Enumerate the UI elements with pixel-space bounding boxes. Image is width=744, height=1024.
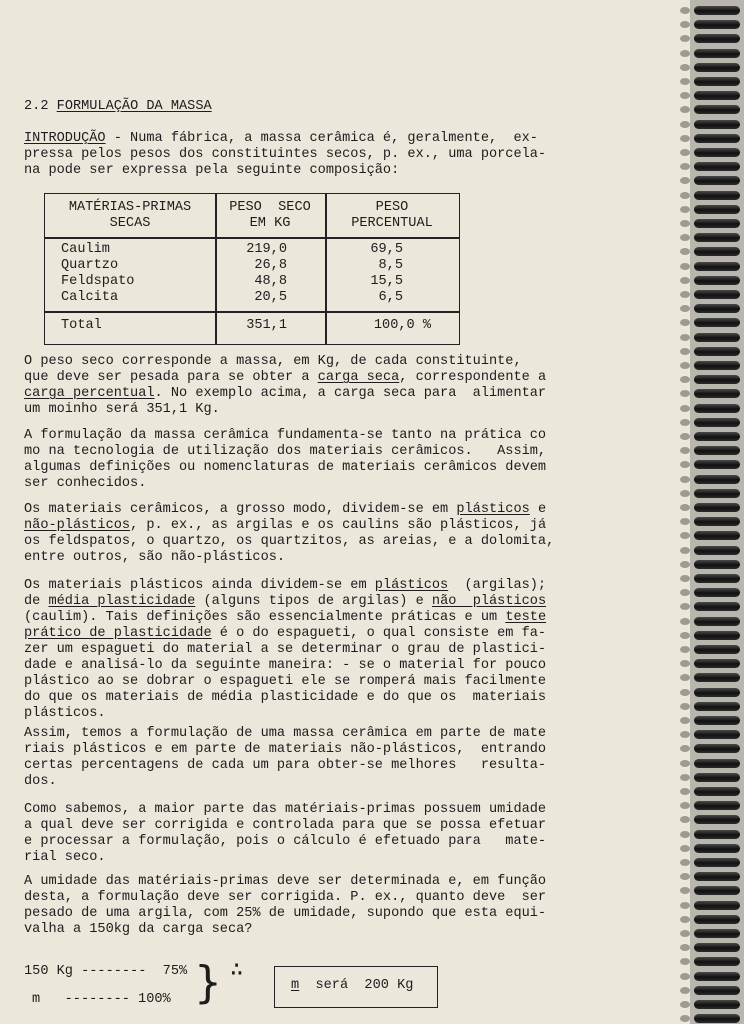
table-divider [45,237,459,239]
spiral-ring [694,333,740,342]
paragraph-dry-weight: O peso seco corresponde a massa, em Kg, de cada constituinte, que deve ser pesada para se obter a carga seca, correspondente a carga percentual. No exemplo acima, a carga seca para alimentar um moinho será 351,1 Kg. [24,354,547,417]
section-number: 2.2 [24,99,49,114]
spiral-ring [694,375,740,384]
paragraph-ceramic-materials: Os materiais cerâmicos, a grosso modo, dividem-se em plásticos e não-plásticos, p. ex., as argilas e os caulins são plásticos, já os feldspatos, o quartzo, os quartzitos, as areias, e a dolomita, entre outros, são não-plásticos. [24,502,555,565]
punch-hole [680,987,690,994]
punch-hole [680,334,690,341]
spiral-ring [694,49,740,58]
spiral-ring [694,588,740,597]
spiral-ring [694,901,740,910]
spiral-ring [694,262,740,271]
table-cell-material: Caulim [61,242,110,257]
punch-hole [680,1001,690,1008]
punch-hole [680,717,690,724]
table-cell-percent: 8,5 [378,258,403,273]
punch-hole [680,689,690,696]
punch-hole [680,788,690,795]
intro-line: pressa pelos pesos dos constituintes secos, p. ex., uma porcela- [24,147,547,162]
spiral-ring [694,546,740,555]
punch-hole [680,121,690,128]
spiral-ring [694,389,740,398]
spiral-ring [694,475,740,484]
punch-hole [680,859,690,866]
paragraph-plasticity: Os materiais plásticos ainda dividem-se em plásticos (argilas); de média plasticidade (alguns tipos de argilas) e não plásticos (caulim). Tais definições são essencialmente práticas e um teste prático de plasticidade é o do espagueti, o qual consiste em fa- zer um espagueti do material a se determinar o grau de plastici- dade e analisá-lo da seguinte maneira: - se o material for pouco plástico ao se dobrar o espagueti ele se romperá mais facilmente do que os materiais de média plasticidade e do que os materiais plásticos. [24,578,547,721]
spiral-ring [694,560,740,569]
punch-hole [680,433,690,440]
spiral-ring [694,304,740,313]
calc-row-2: m -------- 100% [32,992,171,1007]
punch-hole [680,490,690,497]
table-header-percent: PESO PERCENTUAL [351,200,433,231]
spiral-ring [694,63,740,72]
table-cell-kg: 219,0 [246,242,287,257]
spiral-ring [694,233,740,242]
paragraph-formulation: A formulação da massa cerâmica fundamenta-se tanto na prática co mo na tecnologia de utilização dos materiais cerâmicos. Assim, algumas definições ou nomenclaturas de materiais cerâmicos devem ser conhecidos. [24,428,547,491]
punch-hole [680,277,690,284]
spiral-ring [694,6,740,15]
punch-hole [680,419,690,426]
punch-hole [680,476,690,483]
spiral-ring [694,574,740,583]
spiral-ring [694,844,740,853]
spiral-ring [694,617,740,626]
punch-hole [680,973,690,980]
spiral-ring [694,815,740,824]
spiral-ring [694,972,740,981]
punch-hole [680,561,690,568]
spiral-ring [694,716,740,725]
spiral-ring [694,858,740,867]
table-header-kg: PESO SECO EM KG [229,200,311,231]
result-text: m será 200 Kg [291,978,414,993]
paragraph-moisture: Como sabemos, a maior parte das matériais-primas possuem umidade a qual deve ser corrigida e controlada para que se possa efetuar e processar a formulação, pois o cálculo é efetuado para mate- rial seco. [24,802,547,865]
punch-hole [680,348,690,355]
spiral-ring [694,943,740,952]
punch-hole [680,547,690,554]
spiral-ring [694,318,740,327]
spiral-ring [694,162,740,171]
spiral-ring [694,105,740,114]
table-cell-percent: 69,5 [370,242,403,257]
brace-symbol: } [194,957,222,1008]
punch-hole [680,845,690,852]
table-cell-kg: 26,8 [254,258,287,273]
spiral-ring [694,205,740,214]
spiral-ring [694,503,740,512]
paragraph-mass-formulation: Assim, temos a formulação de uma massa cerâmica em parte de mate riais plásticos e em parte de materiais não-plásticos, entrando certas percentagens de cada um para obter-se melhores resulta- dos. [24,726,547,789]
punch-hole [680,291,690,298]
paragraph-moisture-example: A umidade das matériais-primas deve ser determinada e, em função desta, a formulação deve ser corrigida. P. ex., quanto deve ser pesado de uma argila, com 25% de umidade, supondo que esta equi- valha a 150kg da carga seca? [24,874,547,937]
punch-hole [680,760,690,767]
spiral-ring [694,986,740,995]
intro-line: - Numa fábrica, a massa cerâmica é, geralmente, ex- [105,131,538,146]
spiral-ring [694,602,740,611]
punch-hole [680,192,690,199]
spiral-ring [694,20,740,29]
table-total-percent: 100,0 % [373,318,431,333]
table-cell-kg: 48,8 [254,274,287,289]
spiral-ring [694,134,740,143]
spiral-ring [694,872,740,881]
table-total-label: Total [61,318,102,333]
punch-hole [680,263,690,270]
spiral-ring [694,730,740,739]
section-title: FORMULAÇÃO DA MASSA [56,99,212,114]
table-cell-percent: 15,5 [370,274,403,289]
spiral-ring [694,77,740,86]
punch-hole [680,930,690,937]
table-cell-material: Feldspato [61,274,135,289]
punch-hole [680,149,690,156]
spiral-ring [694,830,740,839]
punch-hole [680,64,690,71]
intro-paragraph [24,131,546,179]
spiral-ring [694,1014,740,1023]
spiral-ring [694,34,740,43]
spiral-ring [694,290,740,299]
punch-hole [680,7,690,14]
table-cell-kg: 20,5 [254,290,287,305]
section-heading [24,99,212,115]
punch-hole [680,703,690,710]
spiral-ring [694,1000,740,1009]
composition-table [44,193,460,345]
spiral-ring [694,247,740,256]
spiral-ring [694,446,740,455]
table-cell-material: Quartzo [61,258,119,273]
spiral-ring [694,702,740,711]
spiral-ring [694,744,740,753]
spiral-ring [694,787,740,796]
calc-row-1: 150 Kg -------- 75% [24,964,188,979]
spiral-ring [694,631,740,640]
spiral-ring [694,886,740,895]
punch-hole [680,50,690,57]
punch-hole [680,405,690,412]
table-total-kg: 351,1 [246,318,287,333]
punch-hole [680,902,690,909]
table-divider [45,311,459,313]
punch-hole [680,575,690,582]
punch-hole [680,220,690,227]
punch-hole [680,831,690,838]
spiral-ring [694,489,740,498]
spiral-ring [694,404,740,413]
bleed-through-text [100,40,584,55]
table-header-material: MATÉRIAS-PRIMAS SECAS [68,200,192,231]
spiral-ring [694,460,740,469]
spiral-ring [694,361,740,370]
punch-hole [680,206,690,213]
punch-hole [680,618,690,625]
spiral-ring [694,915,740,924]
spiral-ring [694,148,740,157]
spiral-ring [694,531,740,540]
result-box [274,966,438,1008]
punch-hole [680,362,690,369]
punch-hole [680,78,690,85]
spiral-ring [694,957,740,966]
spiral-ring [694,517,740,526]
punch-hole [680,504,690,511]
spiral-ring [694,645,740,654]
table-cell-material: Calcita [61,290,119,305]
spiral-ring [694,276,740,285]
spiral-ring [694,673,740,682]
spiral-ring [694,929,740,938]
punch-hole [680,774,690,781]
punch-hole [680,646,690,653]
spiral-ring [694,659,740,668]
spiral-ring [694,120,740,129]
spiral-ring [694,432,740,441]
spiral-ring [694,176,740,185]
therefore-symbol: ∴ [230,958,247,983]
spiral-ring [694,688,740,697]
punch-hole [680,632,690,639]
spiral-ring [694,773,740,782]
spiral-ring [694,219,740,228]
spiral-ring [694,759,740,768]
punch-hole [680,916,690,923]
spiral-ring [694,801,740,810]
spiral-ring [694,418,740,427]
table-cell-percent: 6,5 [378,290,403,305]
spiral-binding [690,0,744,1024]
intro-label: INTRODUÇÃO [24,131,106,146]
intro-line: na pode ser expressa pela seguinte composição: [24,163,400,178]
spiral-ring [694,191,740,200]
punch-hole [680,135,690,142]
spiral-ring [694,91,740,100]
spiral-ring [694,347,740,356]
